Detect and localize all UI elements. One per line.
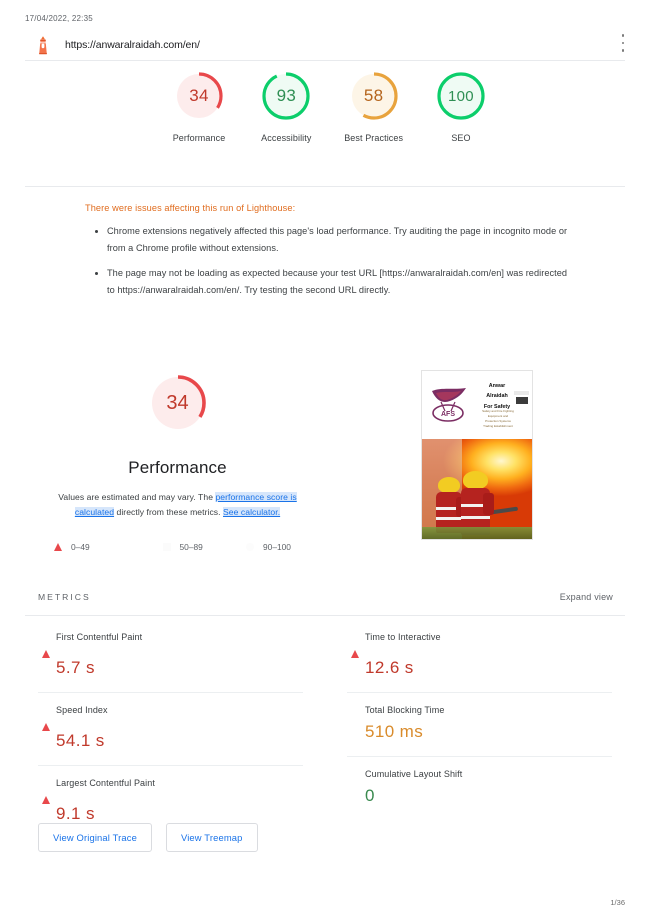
metrics-grid [38, 620, 613, 838]
ground-strip [422, 527, 532, 539]
category-label: SEO [451, 133, 471, 143]
metric-value: 510 ms [365, 722, 424, 741]
lighthouse-icon [34, 35, 52, 55]
score-ring-seo [435, 70, 487, 122]
score-ring-best-practices [348, 70, 400, 122]
score-ring-performance [173, 70, 225, 122]
score-value: 100 [448, 87, 474, 105]
metric-value: 9.1 s [56, 804, 95, 823]
thumbnail-heading-line: For Safety [483, 403, 511, 410]
kebab-menu-icon[interactable] [616, 34, 630, 52]
metrics-column-left [38, 620, 325, 838]
thumbnail-heading-line: Alraidah [486, 393, 508, 400]
metric-value: 5.7 s [56, 658, 95, 677]
header-divider [25, 60, 625, 61]
performance-description-before: Values are estimated and may vary. The [58, 492, 216, 502]
metrics-title: METRICS [38, 592, 91, 602]
svg-text:AFS: AFS [441, 411, 455, 418]
thumbnail-sub-line: Equipment and [487, 414, 509, 419]
metric-value: 0 [365, 786, 375, 805]
category-label: Performance [172, 133, 226, 143]
category-label: Accessibility [261, 133, 312, 143]
metric-name: Cumulative Layout Shift [365, 769, 463, 779]
square-icon [163, 543, 171, 551]
circle-icon [246, 543, 254, 551]
score-value: 58 [363, 86, 384, 105]
metric-value: 54.1 s [56, 731, 105, 750]
performance-score-value: 34 [166, 391, 189, 414]
run-warning-item: • Chrome extensions negatively affected this page's load performance. Try auditing the page in incognito mode or from a Chrome profile without extensions. [107, 223, 575, 256]
metric-status-icon [351, 705, 365, 706]
metric-row[interactable] [38, 693, 303, 766]
triangle-icon [54, 543, 62, 551]
thumbnail-sub-line: Trading Establishment [483, 424, 513, 429]
legend-item-pass [234, 542, 301, 552]
metric-name: First Contentful Paint [56, 632, 143, 642]
metric-status-icon [42, 632, 56, 651]
metrics-column-right [325, 620, 612, 838]
score-value: 93 [276, 86, 297, 105]
run-warning-item: • The page may not be loading as expected because your test URL [https://anwaralraidah.com/en] was redirected to https://anwaralraidah.com/en/. Try testing the second URL directly. [107, 265, 575, 298]
metrics-divider [25, 615, 625, 616]
metric-row[interactable] [347, 693, 612, 757]
score-legend [40, 542, 315, 552]
view-treemap-button[interactable]: View Treemap [166, 823, 258, 852]
page-number: 1/36 [610, 898, 625, 907]
metric-status-icon [42, 778, 56, 797]
legend-item-fail [54, 542, 149, 552]
triangle-icon [42, 633, 50, 658]
url-text: https://anwaralraidah.com/en/ [65, 39, 200, 51]
view-original-trace-button[interactable]: View Original Trace [38, 823, 152, 852]
thumbnail-heading-line: Anwar [488, 383, 506, 389]
run-warnings [85, 203, 575, 308]
score-ring-accessibility [260, 70, 312, 122]
gauges-divider [25, 186, 625, 187]
triangle-icon [42, 706, 50, 731]
metric-name: Total Blocking Time [365, 705, 445, 715]
thumbnail-badge [516, 397, 528, 404]
run-warnings-list [85, 223, 575, 299]
url-bar [25, 30, 625, 60]
legend-range: 90–100 [263, 542, 291, 553]
category-score-best-practices[interactable] [335, 70, 413, 146]
page-screenshot-thumbnail [421, 370, 533, 540]
action-buttons [38, 823, 258, 852]
thumbnail-badge-bar [514, 391, 529, 395]
category-score-performance[interactable] [160, 70, 238, 146]
metric-value: 12.6 s [365, 658, 414, 677]
company-logo [428, 385, 472, 425]
metric-row[interactable] [347, 620, 612, 693]
performance-score-ring [147, 372, 209, 434]
metric-name: Speed Index [56, 705, 108, 715]
metric-row[interactable] [347, 757, 612, 820]
thumbnail-sub-line: Safety and Fire Fighting [482, 409, 514, 413]
thumbnail-header [422, 371, 532, 439]
legend-item-average [149, 542, 234, 552]
triangle-icon [351, 633, 359, 658]
thumbnail-subheading [474, 409, 522, 429]
legend-range: 0–49 [71, 542, 90, 553]
thumbnail-hero-image [422, 439, 532, 539]
see-calculator-link[interactable]: See calculator. [223, 507, 281, 518]
metric-status-icon [351, 769, 365, 770]
metric-name: Largest Contentful Paint [56, 778, 155, 788]
performance-description-middle: directly from these metrics. [114, 507, 224, 518]
metric-status-icon [42, 705, 56, 724]
score-value: 34 [189, 86, 209, 105]
firefighter-figure [458, 471, 494, 535]
legend-range: 50–89 [179, 542, 203, 553]
category-label: Best Practices [344, 133, 404, 143]
metrics-header [38, 592, 613, 602]
performance-section [40, 372, 315, 552]
metric-status-icon [351, 632, 365, 651]
category-score-accessibility[interactable] [247, 70, 325, 146]
thumbnail-sub-line: Protection Systems [485, 419, 511, 424]
triangle-icon [42, 779, 50, 804]
performance-title: Performance [128, 458, 227, 477]
thumbnail-heading [474, 381, 520, 412]
category-score-seo[interactable] [422, 70, 500, 146]
print-date: 17/04/2022, 22:35 [25, 14, 93, 23]
performance-description [40, 490, 315, 520]
expand-view-toggle[interactable]: Expand view [559, 592, 613, 602]
metric-name: Time to Interactive [365, 632, 441, 642]
metric-row[interactable] [38, 620, 303, 693]
performance-score-calculated-link[interactable]: performance score is calculated [74, 492, 297, 518]
run-warnings-title: There were issues affecting this run of Lighthouse: [85, 203, 296, 213]
category-score-gauges [160, 70, 500, 146]
